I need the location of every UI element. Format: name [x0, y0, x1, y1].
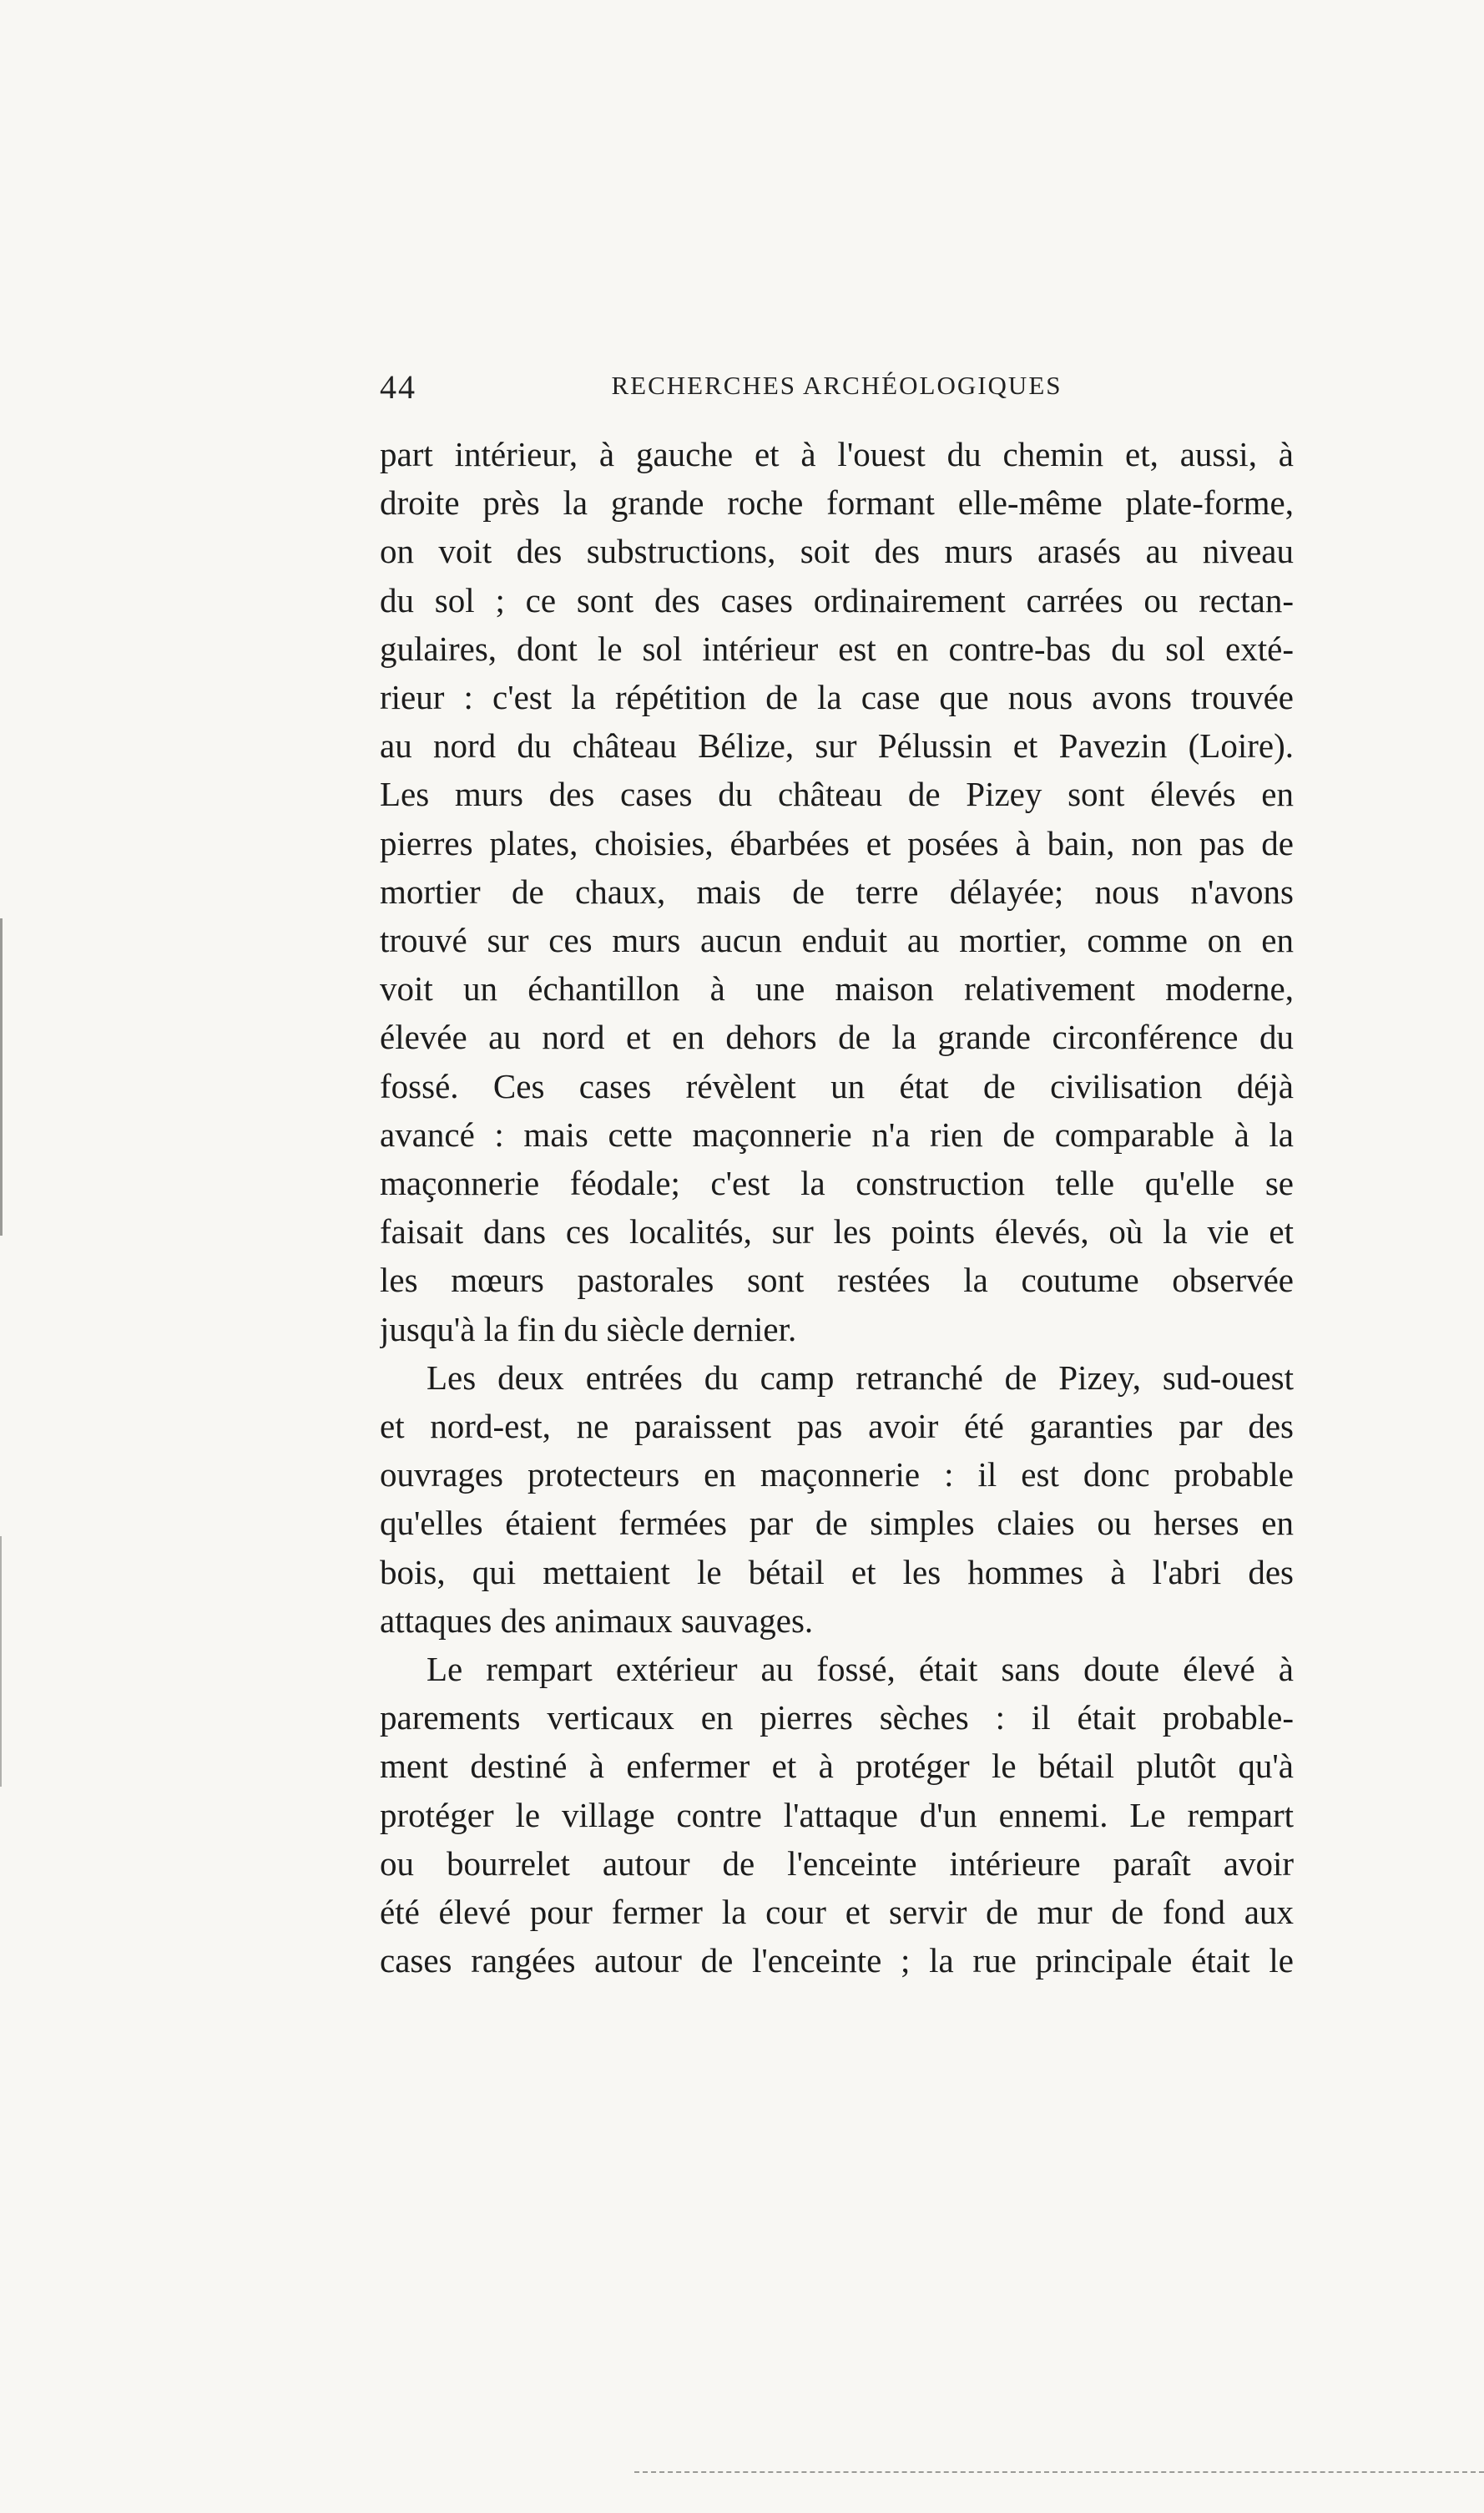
text-line: qu'elles étaient fermées par de simples claies ou herses en — [380, 1504, 1294, 1543]
text-line: bois, qui mettaient le bétail et les hommes à l'abri des — [380, 1552, 1294, 1591]
text-line: Les murs des cases du château de Pizey sont élevés en — [380, 775, 1294, 814]
text-line: été élevé pour fermer la cour et servir de mur de fond aux — [380, 1893, 1294, 1932]
running-title: RECHERCHES ARCHÉOLOGIQUES — [611, 371, 1063, 400]
text-line: jusqu'à la fin du siècle dernier. — [380, 1309, 797, 1348]
text-line: élevée au nord et en dehors de la grande circonférence du — [380, 1018, 1294, 1057]
text-line: trouvé sur ces murs aucun enduit au mortier, comme on en — [380, 921, 1294, 960]
page-header — [380, 367, 1294, 417]
text-line: ou bourrelet autour de l'enceinte intérieure paraît avoir — [380, 1843, 1294, 1883]
text-line: mortier de chaux, mais de terre délayée; nous n'avons — [380, 872, 1294, 911]
text-line: et nord-est, ne paraissent pas avoir été garanties par des — [380, 1407, 1294, 1446]
scan-edge-mark — [0, 918, 3, 1236]
text-line: les mœurs pastorales sont restées la coutume observée — [380, 1261, 1294, 1300]
text-line: du sol ; ce sont des cases ordinairement carrées ou rectan- — [380, 580, 1294, 619]
text-line: ouvrages protecteurs en maçonnerie : il est donc probable — [380, 1455, 1294, 1494]
scan-edge-mark — [0, 1536, 2, 1787]
body-text — [380, 430, 1294, 1985]
text-line: attaques des animaux sauvages. — [380, 1600, 814, 1640]
paragraph — [380, 1353, 1294, 1645]
text-line: au nord du château Bélize, sur Pélussin et Pavezin (Loire). — [380, 726, 1294, 766]
text-line: cases rangées autour de l'enceinte ; la rue principale était le — [380, 1941, 1294, 1980]
page-number: 44 — [380, 368, 416, 406]
text-line: part intérieur, à gauche et à l'ouest du chemin et, aussi, à — [380, 435, 1294, 473]
text-line: ment destiné à enfermer et à protéger le bétail plutôt qu'à — [380, 1747, 1294, 1786]
text-line: rieur : c'est la répétition de la case que nous avons trouvée — [380, 678, 1294, 717]
text-line: droite près la grande roche formant elle-même plate-forme, — [380, 483, 1294, 523]
text-line: pierres plates, choisies, ébarbées et posées à bain, non pas de — [380, 823, 1294, 862]
paragraph — [380, 430, 1294, 1353]
text-line: on voit des substructions, soit des murs arasés au niveau — [380, 532, 1294, 571]
text-line: fossé. Ces cases révèlent un état de civilisation déjà — [380, 1066, 1294, 1105]
text-line: parements verticaux en pierres sèches : il était probable- — [380, 1698, 1294, 1737]
text-line: protéger le village contre l'attaque d'un ennemi. Le rempart — [380, 1795, 1294, 1834]
text-line: avancé : mais cette maçonnerie n'a rien de comparable à la — [380, 1115, 1294, 1154]
paragraph — [380, 1645, 1294, 1985]
bottom-dashed-rule — [634, 2471, 1484, 2473]
text-line: gulaires, dont le sol intérieur est en contre-bas du sol exté- — [380, 629, 1294, 668]
text-line: faisait dans ces localités, sur les points élevés, où la vie et — [380, 1212, 1294, 1251]
text-line: maçonnerie féodale; c'est la construction telle qu'elle se — [380, 1164, 1294, 1203]
text-line: Les deux entrées du camp retranché de Pizey, sud-ouest — [427, 1358, 1294, 1397]
text-line: Le rempart extérieur au fossé, était sans doute élevé à — [427, 1650, 1294, 1689]
text-line: voit un échantillon à une maison relativement moderne, — [380, 969, 1294, 1009]
